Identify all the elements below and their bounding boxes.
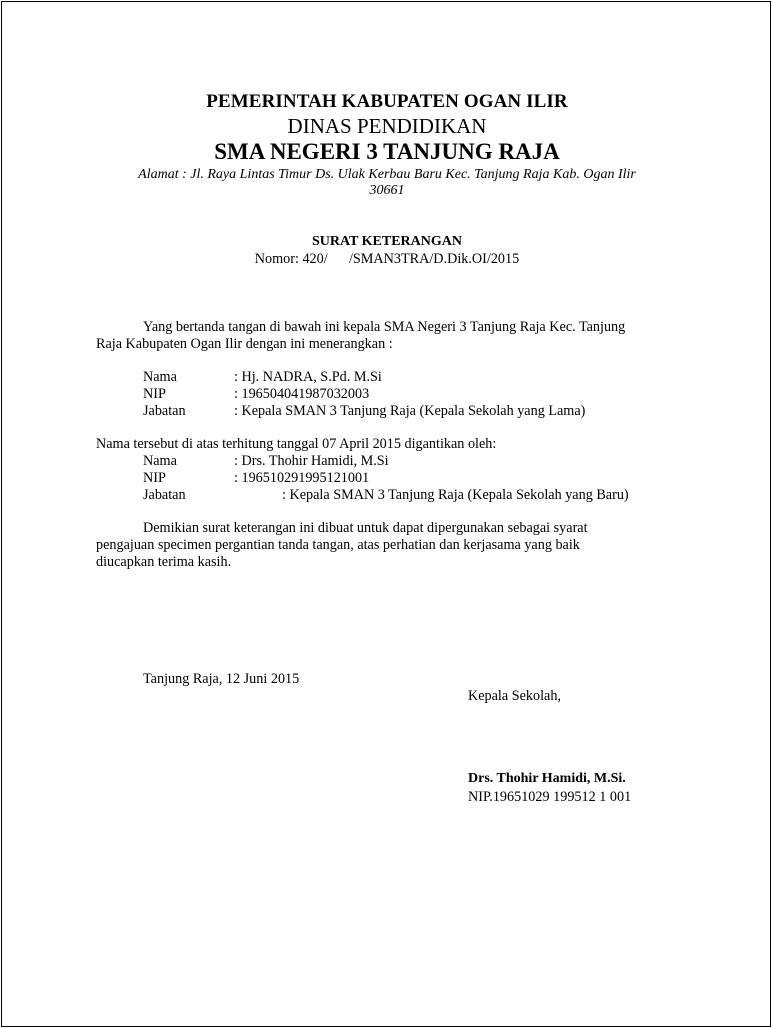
old-position-label: Jabatan	[143, 403, 186, 419]
letterhead-address: Alamat : Jl. Raya Lintas Timur Ds. Ulak Kerbau Baru Kec. Tanjung Raja Kab. Ogan Ilir	[138, 167, 636, 182]
intro-line-2: Raja Kabupaten Ogan Ilir dengan ini menerangkan :	[96, 336, 393, 352]
old-name-value: : Hj. NADRA, S.Pd. M.Si	[234, 369, 382, 385]
place-date: Tanjung Raja, 12 Juni 2015	[143, 671, 300, 687]
new-nip-label: NIP	[143, 470, 166, 486]
letter-title: SURAT KETERANGAN	[311, 234, 462, 249]
new-position-label: Jabatan	[143, 487, 186, 503]
intro-line-1: Yang bertanda tangan di bawah ini kepala SMA Negeri 3 Tanjung Raja Kec. Tanjung	[143, 319, 626, 335]
closing-line-1: Demikian surat keterangan ini dibuat untuk dapat dipergunakan sebagai syarat	[143, 520, 588, 536]
signature-nip: NIP.19651029 199512 1 001	[468, 789, 632, 805]
new-name-value: : Drs. Thohir Hamidi, M.Si	[234, 453, 389, 469]
signature-role: Kepala Sekolah,	[468, 688, 561, 704]
letterhead-postcode: 30661	[369, 183, 405, 198]
old-nip-label: NIP	[143, 386, 166, 402]
document-page	[1, 1, 771, 1027]
letterhead-government: PEMERINTAH KABUPATEN OGAN ILIR	[206, 91, 568, 112]
new-nip-value: : 196510291995121001	[234, 470, 370, 486]
closing-line-2: pengajuan specimen pergantian tanda tangan, atas perhatian dan kerjasama yang baik	[96, 537, 580, 553]
old-name-label: Nama	[143, 369, 177, 385]
letter-number: Nomor: 420/ /SMAN3TRA/D.Dik.OI/2015	[254, 251, 520, 267]
letterhead-school: SMA NEGERI 3 TANJUNG RAJA	[214, 139, 560, 164]
signature-name: Drs. Thohir Hamidi, M.Si.	[468, 771, 626, 786]
replacement-sentence: Nama tersebut di atas terhitung tanggal 07 April 2015 digantikan oleh:	[96, 436, 497, 452]
new-name-label: Nama	[143, 453, 177, 469]
old-position-value: : Kepala SMAN 3 Tanjung Raja (Kepala Sekolah yang Lama)	[234, 403, 586, 419]
letterhead-department: DINAS PENDIDIKAN	[287, 114, 487, 138]
old-nip-value: : 196504041987032003	[234, 386, 370, 402]
closing-line-3: diucapkan terima kasih.	[96, 554, 232, 570]
new-position-value: : Kepala SMAN 3 Tanjung Raja (Kepala Sekolah yang Baru)	[282, 487, 629, 503]
